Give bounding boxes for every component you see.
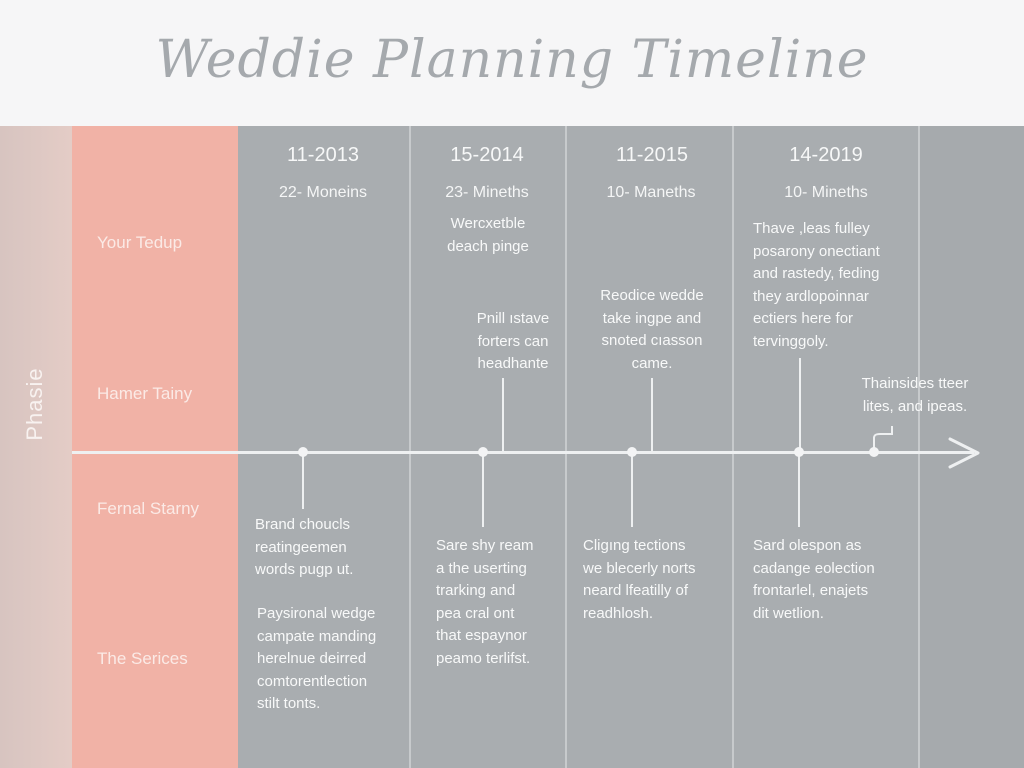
connector-line <box>651 378 653 452</box>
column-divider <box>409 126 411 768</box>
milestone-note: Wercxetble deach pinge <box>447 215 529 255</box>
milestone-note: Sare shy ream a the userting trarking and pea cral ont that espaynor peamo terlifst. <box>436 537 534 667</box>
milestone-note: Thave ,leas fulley posarony onectiant and rastedy, feding they ardlopoinnar ectiers here for tervinggoly. <box>753 220 880 350</box>
milestone-dot <box>478 447 488 457</box>
column-year: 14-2019 <box>789 144 863 166</box>
milestone-dot <box>869 447 879 457</box>
timeline-column-3 <box>566 126 733 768</box>
column-divider <box>565 126 567 768</box>
milestone-note: Paysironal wedge campate manding herelnue deirred comtorentlection stilt tonts. <box>257 605 377 712</box>
column-divider <box>918 126 920 768</box>
column-duration: 10- Mineths <box>784 184 868 201</box>
milestone-note: Sard olespon as cadange eolection frontarlel, enajets dit wetlion. <box>753 537 875 622</box>
column-duration: 23- Mineths <box>445 184 529 201</box>
page-title: Weddie Planning Timeline <box>155 30 869 90</box>
milestone-dot <box>298 447 308 457</box>
connector-line <box>502 378 504 452</box>
milestone-note: Pnill ıstave forters can headhante <box>476 310 550 372</box>
milestone-note: Reodice wedde take ingpe and snoted cıasson came. <box>600 287 704 372</box>
column-duration: 22- Moneins <box>278 184 368 201</box>
column-year: 15-2014 <box>450 144 524 166</box>
stage-label-fernal-starny: Fernal Starny <box>97 499 200 518</box>
column-divider <box>732 126 734 768</box>
stage-column <box>72 126 238 768</box>
stage-label-the-serices: The Serices <box>97 649 188 668</box>
column-year: 11-2013 <box>287 144 359 166</box>
column-year: 11-2015 <box>616 144 688 166</box>
phase-band <box>0 126 72 768</box>
connector-line <box>482 455 484 527</box>
stage-label-your-tedup: Your Tedup <box>97 233 183 252</box>
header <box>0 0 1024 126</box>
connector-line <box>631 455 633 527</box>
arrow-right-icon <box>948 436 982 470</box>
stage-label-hamer-tainy: Hamer Tainy <box>97 384 193 403</box>
column-duration: 10- Maneths <box>606 184 696 201</box>
milestone-note: Thainsides tteer lites, and ipeas. <box>861 375 969 415</box>
phase-label: Phasie <box>22 367 47 441</box>
timeline-axis <box>72 451 974 454</box>
milestone-note: Cligıng tections we blecerly norts neard lfeatilly of readhlosh. <box>583 537 696 622</box>
milestone-note: Brand choucls reatingeemen words pugp ut. <box>255 516 354 578</box>
milestone-dot <box>627 447 637 457</box>
connector-line <box>799 358 801 452</box>
milestone-dot <box>794 447 804 457</box>
connector-line <box>798 455 800 527</box>
connector-line <box>302 455 304 509</box>
